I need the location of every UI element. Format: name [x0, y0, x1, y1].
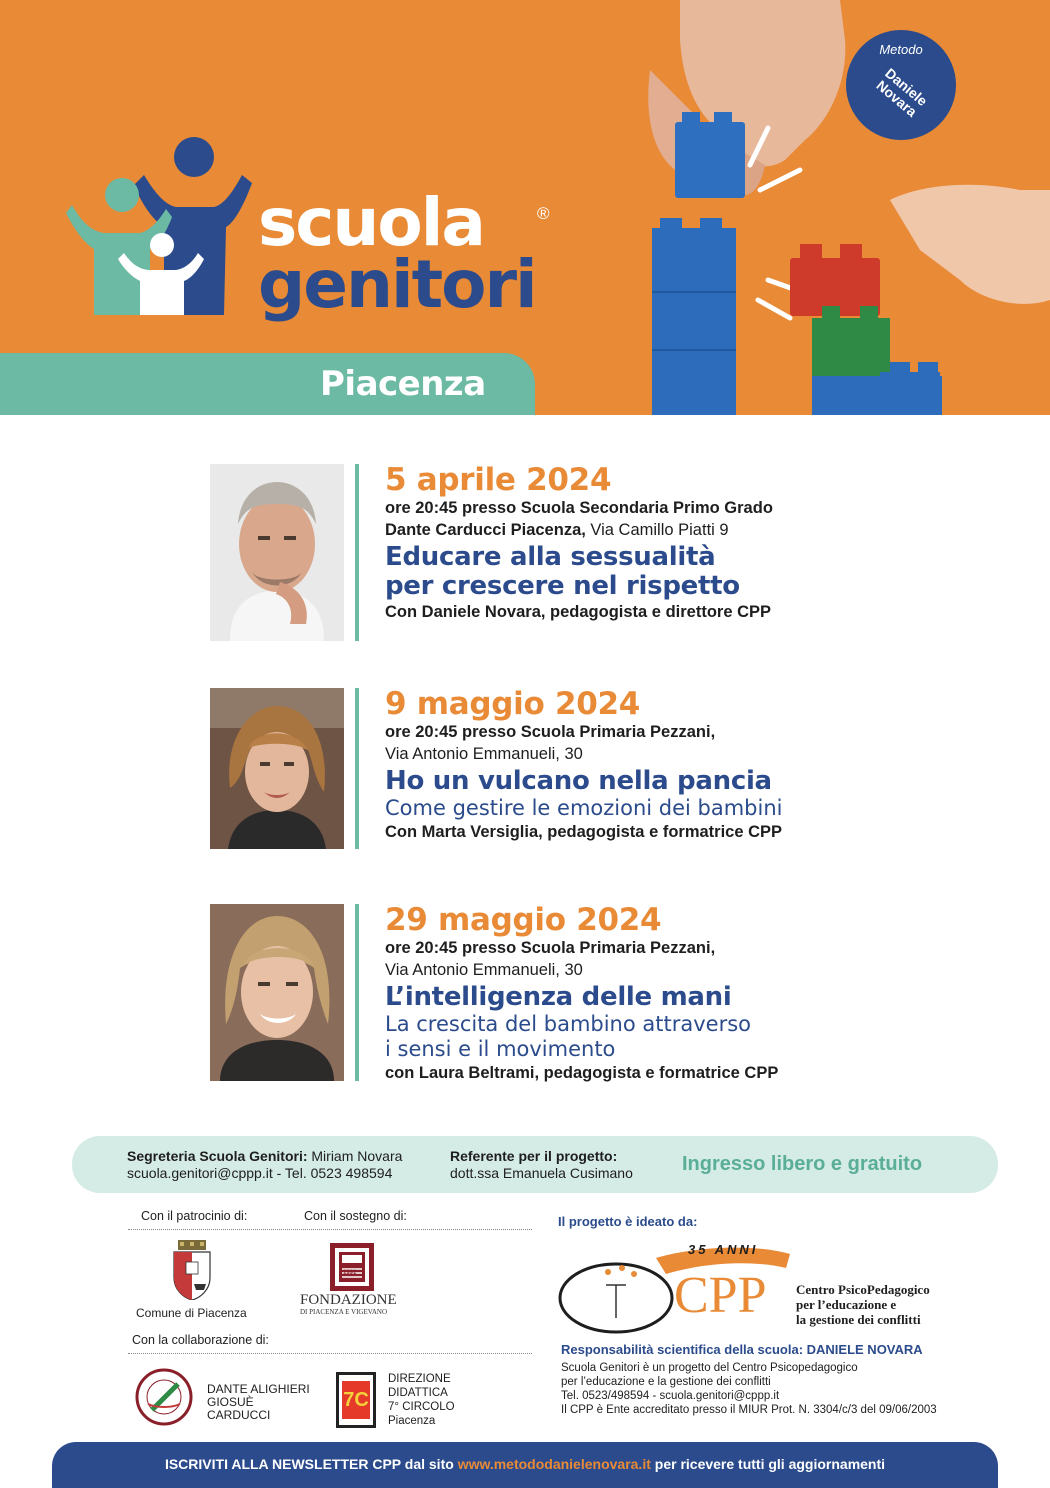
event-details	[385, 464, 985, 623]
metodo-label: Metodo	[879, 42, 923, 57]
speaker-photo	[210, 464, 344, 641]
comune-name: Comune di Piacenza	[136, 1306, 247, 1320]
event-title: Ho un vulcano nella pancia	[385, 765, 772, 796]
family-logo-icon	[66, 135, 256, 320]
event-date: 5 aprile 2024	[385, 462, 612, 498]
event-address: Via Antonio Emmanueli, 30	[385, 960, 583, 979]
school-dante-logo-icon	[134, 1366, 194, 1428]
event-title: Educare alla sessualità	[385, 541, 716, 572]
brand-scuola: scuola	[258, 184, 484, 261]
comune-crest-icon	[172, 1240, 212, 1300]
metodo-badge	[846, 30, 956, 140]
event-card	[210, 464, 970, 644]
speaker-photo	[210, 904, 344, 1081]
event-title: per crescere nel rispetto	[385, 570, 740, 601]
event-title: L’intelligenza delle mani	[385, 981, 732, 1012]
patronage-label: Con il patrocinio di:	[141, 1209, 248, 1223]
collaboration-label: Con la collaborazione di:	[132, 1333, 269, 1347]
event-date: 9 maggio 2024	[385, 686, 641, 722]
event-subtitle: La crescita del bambino attraverso	[385, 1011, 752, 1036]
event-speaker: Con Daniele Novara, pedagogista e direttore CPP	[385, 602, 772, 621]
fondazione-sub: DI PIACENZA E VIGEVANO	[300, 1308, 388, 1316]
cpp-full-name: Centro PsicoPedagogico per l’educazione e la gestione dei conflitti	[796, 1282, 930, 1327]
info-bar	[72, 1136, 998, 1193]
speaker-photo	[210, 688, 344, 849]
divider	[128, 1229, 532, 1230]
referent-label: Referente per il progetto:	[450, 1148, 618, 1164]
free-entry-label: Ingresso libero e gratuito	[682, 1153, 923, 1175]
referent-name: dott.ssa Emanuela Cusimano	[450, 1165, 633, 1181]
secretary-name: Miriam Novara	[307, 1148, 403, 1164]
secretary-info	[127, 1148, 402, 1182]
event-accent-bar	[355, 904, 359, 1081]
header-banner	[0, 0, 1050, 415]
school1-name: DANTE ALIGHIERI GIOSUÈ CARDUCCI	[207, 1382, 310, 1422]
event-accent-bar	[355, 464, 359, 641]
cpp-logo	[556, 1240, 956, 1335]
school2-logo-mark: 7C	[342, 1381, 370, 1419]
event-speaker: Con Marta Versiglia, pedagogista e formatrice CPP	[385, 822, 783, 841]
fondazione-name: FONDAZIONE	[300, 1292, 397, 1308]
event-subtitle: i sensi e il movimento	[385, 1036, 616, 1061]
support-label: Con il sostegno di:	[304, 1209, 407, 1223]
fondazione-year: 1991	[343, 1270, 357, 1276]
secretary-contact: scuola.genitori@cppp.it - Tel. 0523 498594	[127, 1165, 393, 1181]
newsletter-bar	[52, 1442, 998, 1488]
cpp-responsibility: Responsabilità scientifica della scuola: DANIELE NOVARA	[561, 1342, 923, 1357]
event-speaker: con Laura Beltrami, pedagogista e formatrice CPP	[385, 1063, 779, 1082]
cpp-idea-label: Il progetto è ideato da:	[558, 1214, 698, 1229]
event-card	[210, 904, 970, 1089]
event-time-venue: ore 20:45 presso Scuola Primaria Pezzani,	[385, 938, 716, 957]
building-blocks-illustration	[590, 0, 1050, 415]
referent-info	[450, 1148, 633, 1182]
event-subtitle: Come gestire le emozioni dei bambini	[385, 795, 783, 820]
newsletter-link[interactable]: www.metododanielenovara.it	[457, 1456, 651, 1472]
event-details	[385, 688, 985, 843]
newsletter-text: ISCRIVITI ALLA NEWSLETTER CPP dal sito www.metododanielenovara.it per ricevere tutti gli aggiornamenti	[164, 1456, 886, 1472]
secretary-label: Segreteria Scuola Genitori:	[127, 1148, 308, 1164]
fondazione-logo-icon	[330, 1243, 374, 1291]
event-address: Dante Carducci Piacenza, Via Camillo Piatti 9	[385, 520, 729, 539]
event-card	[210, 688, 970, 853]
city-label: Piacenza	[320, 364, 486, 404]
event-time-venue: ore 20:45 presso Scuola Primaria Pezzani,	[385, 722, 716, 741]
cpp-anniversary: 35 ANNI	[688, 1242, 759, 1257]
metodo-name: Daniele Novara	[873, 64, 931, 121]
school2-name: DIREZIONE DIDATTICA 7° CIRCOLO Piacenza	[388, 1373, 455, 1427]
divider	[128, 1353, 532, 1354]
event-date: 29 maggio 2024	[385, 902, 662, 938]
event-accent-bar	[355, 688, 359, 849]
event-time-venue: ore 20:45 presso Scuola Secondaria Primo Grado	[385, 498, 773, 517]
registered-mark: ®	[537, 204, 550, 223]
brand-genitori: genitori	[258, 246, 536, 323]
school-7circolo-logo	[336, 1372, 376, 1428]
event-address: Via Antonio Emmanueli, 30	[385, 744, 583, 763]
cpp-description: Scuola Genitori è un progetto del Centro Psicopedagogico per l’educazione e la gestione dei conflitti Tel. 0523/498594 - scuola.genitori@cppp.it Il CPP è Ente accreditato presso il MIUR Prot. N. 3304/c/3 del 09/06/2003	[561, 1362, 937, 1416]
event-details	[385, 904, 985, 1084]
cpp-acronym: CPP	[674, 1267, 767, 1324]
